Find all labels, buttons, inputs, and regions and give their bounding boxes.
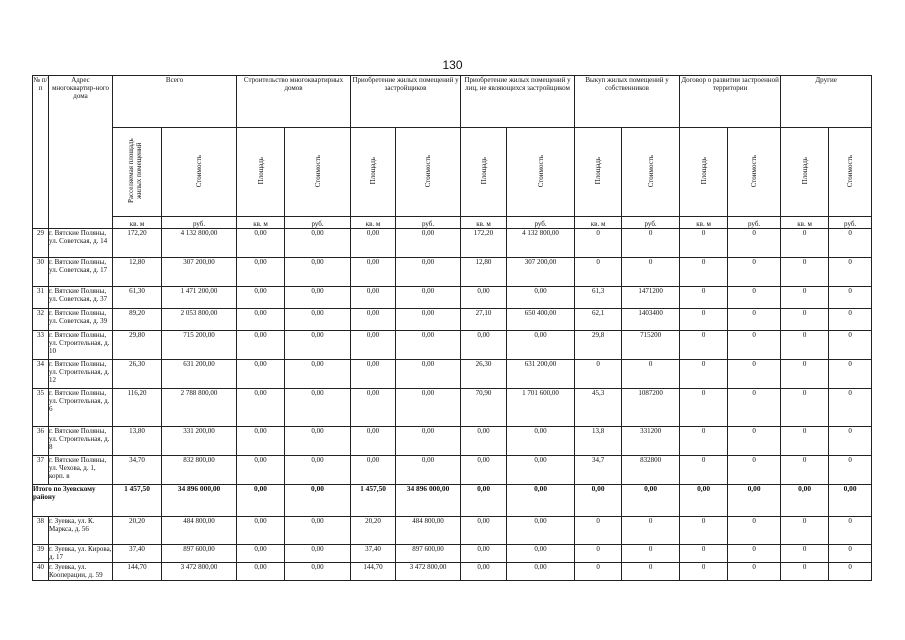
row-value: 307 200,00 xyxy=(162,258,237,287)
row-value: 0 xyxy=(829,389,872,427)
subheader-row xyxy=(33,128,872,217)
row-value: 13,8 xyxy=(575,427,622,456)
subheader-cell xyxy=(728,128,781,217)
row-value: 0,00 xyxy=(507,331,575,360)
table-row xyxy=(33,545,872,563)
total-value: 0,00 xyxy=(575,485,622,517)
row-value: 0,00 xyxy=(461,545,507,563)
row-value: 0 xyxy=(829,287,872,309)
row-value: 0 xyxy=(829,229,872,258)
row-value: 0,00 xyxy=(351,456,396,485)
row-value: 0 xyxy=(781,309,829,331)
row-value: 0,00 xyxy=(396,360,461,389)
row-value: 0 xyxy=(575,229,622,258)
row-value: 0 xyxy=(781,229,829,258)
table-row xyxy=(33,258,872,287)
row-value: 0 xyxy=(728,287,781,309)
row-value: 0,00 xyxy=(285,389,351,427)
row-value: 34,7 xyxy=(575,456,622,485)
row-value: 0,00 xyxy=(285,331,351,360)
total-value: 0,00 xyxy=(285,485,351,517)
row-value: 0,00 xyxy=(285,545,351,563)
table-body xyxy=(33,229,872,581)
row-value: 0 xyxy=(680,456,728,485)
row-value: 0,00 xyxy=(237,360,285,389)
header-group-non-developers: Приобретение жилых помещений у лиц, не являющихся застройщиком xyxy=(461,76,575,128)
row-value: 0,00 xyxy=(237,309,285,331)
row-address: г. Вятские Поляны, ул. Строительная, д. 10 xyxy=(49,331,113,360)
header-group-buyout: Выкуп жилых помещений у собственников xyxy=(575,76,680,128)
total-value: 1 457,50 xyxy=(113,485,162,517)
row-value: 0 xyxy=(728,360,781,389)
row-value: 27,10 xyxy=(461,309,507,331)
subheader-label: Стоимость xyxy=(424,154,433,188)
row-number: 29 xyxy=(33,229,49,258)
unit-cell: руб. xyxy=(507,217,575,229)
row-number: 31 xyxy=(33,287,49,309)
subheader-label: Стоимость xyxy=(536,154,545,188)
header-group-total: Всего xyxy=(113,76,237,128)
subheader-label: Стоимость xyxy=(846,154,855,188)
row-value: 0,00 xyxy=(237,258,285,287)
row-value: 0,00 xyxy=(351,287,396,309)
row-value: 0,00 xyxy=(396,309,461,331)
row-value: 0,00 xyxy=(507,517,575,545)
subheader-label: Стоимость xyxy=(195,154,203,188)
unit-cell: руб. xyxy=(285,217,351,229)
row-address: г. Вятские Поляны, ул. Советская, д. 37 xyxy=(49,287,113,309)
row-number: 39 xyxy=(33,545,49,563)
subheader-cell xyxy=(396,128,461,217)
row-value: 0,00 xyxy=(351,360,396,389)
row-value: 0 xyxy=(575,360,622,389)
row-value: 0 xyxy=(728,258,781,287)
row-address: г. Зуевка, ул. Кооперации, д. 59 xyxy=(49,563,113,581)
row-value: 29,80 xyxy=(113,331,162,360)
row-value: 0,00 xyxy=(396,229,461,258)
subheader-label: Расселяемая площадь жилых помещений xyxy=(127,138,143,204)
row-value: 0 xyxy=(680,287,728,309)
row-value: 0,00 xyxy=(237,563,285,581)
row-value: 0,00 xyxy=(461,427,507,456)
row-value: 0 xyxy=(781,287,829,309)
subheader-cell xyxy=(781,128,829,217)
row-value: 0,00 xyxy=(285,456,351,485)
row-value: 631 200,00 xyxy=(507,360,575,389)
row-value: 897 600,00 xyxy=(396,545,461,563)
row-number: 35 xyxy=(33,389,49,427)
subheader-cell xyxy=(237,128,285,217)
table-row xyxy=(33,331,872,360)
row-address: г. Вятские Поляны, ул. Строительная, д. 12 xyxy=(49,360,113,389)
row-value: 0,00 xyxy=(237,331,285,360)
total-value: 0,00 xyxy=(622,485,680,517)
total-label: Итого по Зуевскому району xyxy=(33,485,113,517)
resettlement-table xyxy=(32,75,872,581)
row-value: 0 xyxy=(829,309,872,331)
row-value: 0 xyxy=(622,517,680,545)
row-value: 0 xyxy=(680,258,728,287)
row-value: 715200 xyxy=(622,331,680,360)
unit-cell: кв. м xyxy=(575,217,622,229)
unit-cell: руб. xyxy=(162,217,237,229)
row-value: 20,20 xyxy=(113,517,162,545)
row-value: 0 xyxy=(622,258,680,287)
header-group-construction: Строительство многоквартирных домов xyxy=(237,76,351,128)
row-value: 0,00 xyxy=(237,517,285,545)
unit-cell: руб. xyxy=(622,217,680,229)
row-value: 832800 xyxy=(622,456,680,485)
unit-cell: кв. м xyxy=(461,217,507,229)
row-value: 0,00 xyxy=(237,389,285,427)
row-address: г. Вятские Поляны, ул. Строительная, д. 6 xyxy=(49,389,113,427)
row-value: 172,20 xyxy=(461,229,507,258)
row-value: 0,00 xyxy=(396,258,461,287)
subheader-label: Стоимость xyxy=(313,154,322,188)
total-value: 0,00 xyxy=(680,485,728,517)
total-value: 0,00 xyxy=(507,485,575,517)
row-address: г. Зуевка, ул. К. Маркса, д. 56 xyxy=(49,517,113,545)
row-value: 0 xyxy=(728,229,781,258)
row-value: 0 xyxy=(781,258,829,287)
unit-cell: руб. xyxy=(396,217,461,229)
unit-cell: кв. м xyxy=(680,217,728,229)
row-value: 0,00 xyxy=(237,427,285,456)
subheader-cell xyxy=(162,128,237,217)
table-row xyxy=(33,563,872,581)
row-number: 32 xyxy=(33,309,49,331)
row-value: 0,00 xyxy=(507,456,575,485)
row-value: 484 800,00 xyxy=(162,517,237,545)
row-value: 26,30 xyxy=(461,360,507,389)
row-value: 34,70 xyxy=(113,456,162,485)
row-value: 3 472 800,00 xyxy=(396,563,461,581)
table-row xyxy=(33,309,872,331)
row-value: 0,00 xyxy=(351,258,396,287)
row-number: 40 xyxy=(33,563,49,581)
row-number: 38 xyxy=(33,517,49,545)
page-number: 130 xyxy=(442,58,463,72)
row-value: 0,00 xyxy=(461,331,507,360)
row-value: 0,00 xyxy=(396,389,461,427)
row-value: 0 xyxy=(680,360,728,389)
row-value: 37,40 xyxy=(351,545,396,563)
row-value: 89,20 xyxy=(113,309,162,331)
row-value: 0,00 xyxy=(285,360,351,389)
subheader-label: Площадь xyxy=(479,157,488,185)
row-number: 36 xyxy=(33,427,49,456)
unit-cell: руб. xyxy=(829,217,872,229)
row-value: 0,00 xyxy=(285,229,351,258)
row-value: 0,00 xyxy=(396,427,461,456)
total-row xyxy=(33,485,872,517)
header-num: № п/п xyxy=(33,76,49,229)
row-value: 0 xyxy=(781,563,829,581)
subheader-cell xyxy=(829,128,872,217)
row-value: 0 xyxy=(575,258,622,287)
subheader-label: Площадь xyxy=(256,157,265,185)
unit-cell: кв. м xyxy=(113,217,162,229)
total-value: 0,00 xyxy=(728,485,781,517)
row-value: 61,30 xyxy=(113,287,162,309)
row-value: 0 xyxy=(575,517,622,545)
row-address: г. Вятские Поляны, ул. Чехова, д. 1, корп. в xyxy=(49,456,113,485)
row-value: 4 132 800,00 xyxy=(162,229,237,258)
row-value: 307 200,00 xyxy=(507,258,575,287)
row-number: 34 xyxy=(33,360,49,389)
subheader-cell xyxy=(622,128,680,217)
row-value: 0,00 xyxy=(237,229,285,258)
units-row xyxy=(33,217,872,229)
row-value: 29,8 xyxy=(575,331,622,360)
row-value: 4 132 800,00 xyxy=(507,229,575,258)
row-value: 0 xyxy=(728,331,781,360)
row-value: 0,00 xyxy=(396,456,461,485)
row-value: 144,70 xyxy=(113,563,162,581)
row-value: 0,00 xyxy=(461,287,507,309)
row-value: 0,00 xyxy=(237,287,285,309)
row-value: 0 xyxy=(622,563,680,581)
total-value: 34 896 000,00 xyxy=(162,485,237,517)
row-address: г. Вятские Поляны, ул. Советская, д. 39 xyxy=(49,309,113,331)
row-value: 0 xyxy=(781,517,829,545)
row-number: 37 xyxy=(33,456,49,485)
subheader-label: Площадь xyxy=(594,157,603,185)
total-value: 0,00 xyxy=(461,485,507,517)
row-value: 0 xyxy=(728,427,781,456)
row-value: 0,00 xyxy=(507,427,575,456)
row-value: 0 xyxy=(728,456,781,485)
row-value: 0,00 xyxy=(351,229,396,258)
row-value: 0 xyxy=(781,427,829,456)
table-row xyxy=(33,517,872,545)
row-value: 484 800,00 xyxy=(396,517,461,545)
row-value: 715 200,00 xyxy=(162,331,237,360)
row-value: 0,00 xyxy=(237,456,285,485)
row-value: 20,20 xyxy=(351,517,396,545)
row-number: 33 xyxy=(33,331,49,360)
row-value: 0,00 xyxy=(461,563,507,581)
unit-cell: кв. м xyxy=(351,217,396,229)
row-address: г. Зуевка, ул. Кирова, д. 17 xyxy=(49,545,112,561)
row-value: 1 471 200,00 xyxy=(162,287,237,309)
row-value: 0 xyxy=(781,456,829,485)
row-value: 631 200,00 xyxy=(162,360,237,389)
row-value: 0,00 xyxy=(285,309,351,331)
row-value: 832 800,00 xyxy=(162,456,237,485)
row-value: 62,1 xyxy=(575,309,622,331)
unit-cell: руб. xyxy=(728,217,781,229)
row-value: 2 053 800,00 xyxy=(162,309,237,331)
row-value: 26,30 xyxy=(113,360,162,389)
total-value: 1 457,50 xyxy=(351,485,396,517)
row-value: 0 xyxy=(728,563,781,581)
total-value: 0,00 xyxy=(781,485,829,517)
subheader-cell xyxy=(507,128,575,217)
row-value: 12,80 xyxy=(113,258,162,287)
header-group-other: Другие xyxy=(781,76,872,128)
row-address: г. Вятские Поляны, ул. Советская, д. 14 xyxy=(49,229,113,258)
row-value: 0,00 xyxy=(396,287,461,309)
subheader-cell xyxy=(351,128,396,217)
row-value: 0 xyxy=(622,229,680,258)
row-value: 0 xyxy=(575,545,622,563)
row-value: 0 xyxy=(829,456,872,485)
row-value: 0 xyxy=(829,331,872,360)
row-value: 0,00 xyxy=(285,287,351,309)
row-value: 1471200 xyxy=(622,287,680,309)
row-value: 0 xyxy=(680,331,728,360)
row-value: 0,00 xyxy=(351,309,396,331)
total-value: 0,00 xyxy=(237,485,285,517)
row-value: 0,00 xyxy=(461,517,507,545)
row-value: 0 xyxy=(680,389,728,427)
row-value: 0,00 xyxy=(285,517,351,545)
row-value: 0,00 xyxy=(461,456,507,485)
row-value: 0 xyxy=(829,258,872,287)
row-value: 0 xyxy=(680,545,728,563)
row-value: 0 xyxy=(575,563,622,581)
subheader-cell xyxy=(680,128,728,217)
row-value: 0 xyxy=(680,229,728,258)
row-value: 0,00 xyxy=(351,331,396,360)
subheader-label: Стоимость xyxy=(750,154,759,188)
header-address: Адрес многоквартир-ного дома xyxy=(49,76,113,229)
row-value: 0,00 xyxy=(351,427,396,456)
row-value: 0 xyxy=(829,563,872,581)
row-value: 1087200 xyxy=(622,389,680,427)
table-row xyxy=(33,229,872,258)
row-number: 30 xyxy=(33,258,49,287)
row-value: 12,80 xyxy=(461,258,507,287)
row-value: 0,00 xyxy=(285,563,351,581)
row-value: 0 xyxy=(829,360,872,389)
row-value: 0,00 xyxy=(507,545,575,563)
row-value: 0,00 xyxy=(237,545,285,563)
subheader-cell xyxy=(285,128,351,217)
row-value: 61,3 xyxy=(575,287,622,309)
unit-cell: кв. м xyxy=(781,217,829,229)
subheader-cell xyxy=(113,128,162,217)
row-value: 0,00 xyxy=(285,258,351,287)
unit-cell: кв. м xyxy=(237,217,285,229)
row-value: 3 472 800,00 xyxy=(162,563,237,581)
table-row xyxy=(33,427,872,456)
row-value: 116,20 xyxy=(113,389,162,427)
row-value: 37,40 xyxy=(113,545,162,563)
row-value: 70,90 xyxy=(461,389,507,427)
row-value: 0,00 xyxy=(396,331,461,360)
row-value: 0 xyxy=(680,309,728,331)
row-value: 0 xyxy=(728,389,781,427)
subheader-label: Стоимость xyxy=(646,154,655,188)
subheader-label: Площадь xyxy=(800,157,809,185)
row-value: 331 200,00 xyxy=(162,427,237,456)
row-value: 0 xyxy=(781,360,829,389)
subheader-label: Площадь xyxy=(699,157,708,185)
row-value: 0 xyxy=(829,517,872,545)
row-value: 0 xyxy=(781,331,829,360)
header-group-development-agreement: Договор о развитии застроенной территории xyxy=(680,76,781,128)
row-value: 45,3 xyxy=(575,389,622,427)
header-group-developers: Приобретение жилых помещений у застройщиков xyxy=(351,76,461,128)
subheader-label: Площадь xyxy=(369,157,378,185)
row-value: 0,00 xyxy=(507,287,575,309)
subheader-cell xyxy=(461,128,507,217)
row-value: 2 788 800,00 xyxy=(162,389,237,427)
row-value: 0 xyxy=(680,563,728,581)
row-value: 0 xyxy=(829,545,872,563)
row-value: 0 xyxy=(781,389,829,427)
row-address: г. Вятские Поляны, ул. Строительная, д. 8 xyxy=(49,427,113,456)
row-value: 0 xyxy=(728,545,781,563)
row-value: 0 xyxy=(728,309,781,331)
row-value: 0 xyxy=(781,545,829,563)
row-value: 0 xyxy=(728,517,781,545)
row-value: 0 xyxy=(622,545,680,563)
total-value: 34 896 000,00 xyxy=(396,485,461,517)
table-row xyxy=(33,456,872,485)
row-value: 0 xyxy=(622,360,680,389)
row-value: 0 xyxy=(680,427,728,456)
table-row xyxy=(33,360,872,389)
row-value: 331200 xyxy=(622,427,680,456)
row-value: 650 400,00 xyxy=(507,309,575,331)
row-value: 1403400 xyxy=(622,309,680,331)
row-address: г. Вятские Поляны, ул. Советская, д. 17 xyxy=(49,258,113,287)
row-value: 172,20 xyxy=(113,229,162,258)
total-value: 0,00 xyxy=(829,485,872,517)
row-value: 1 701 600,00 xyxy=(507,389,575,427)
row-value: 0,00 xyxy=(285,427,351,456)
row-value: 144,70 xyxy=(351,563,396,581)
subheader-cell xyxy=(575,128,622,217)
row-value: 0,00 xyxy=(507,563,575,581)
row-value: 897 600,00 xyxy=(162,545,237,563)
row-value: 13,80 xyxy=(113,427,162,456)
row-value: 0 xyxy=(680,517,728,545)
row-value: 0,00 xyxy=(351,389,396,427)
table-row xyxy=(33,389,872,427)
table-row xyxy=(33,287,872,309)
row-value: 0 xyxy=(829,427,872,456)
